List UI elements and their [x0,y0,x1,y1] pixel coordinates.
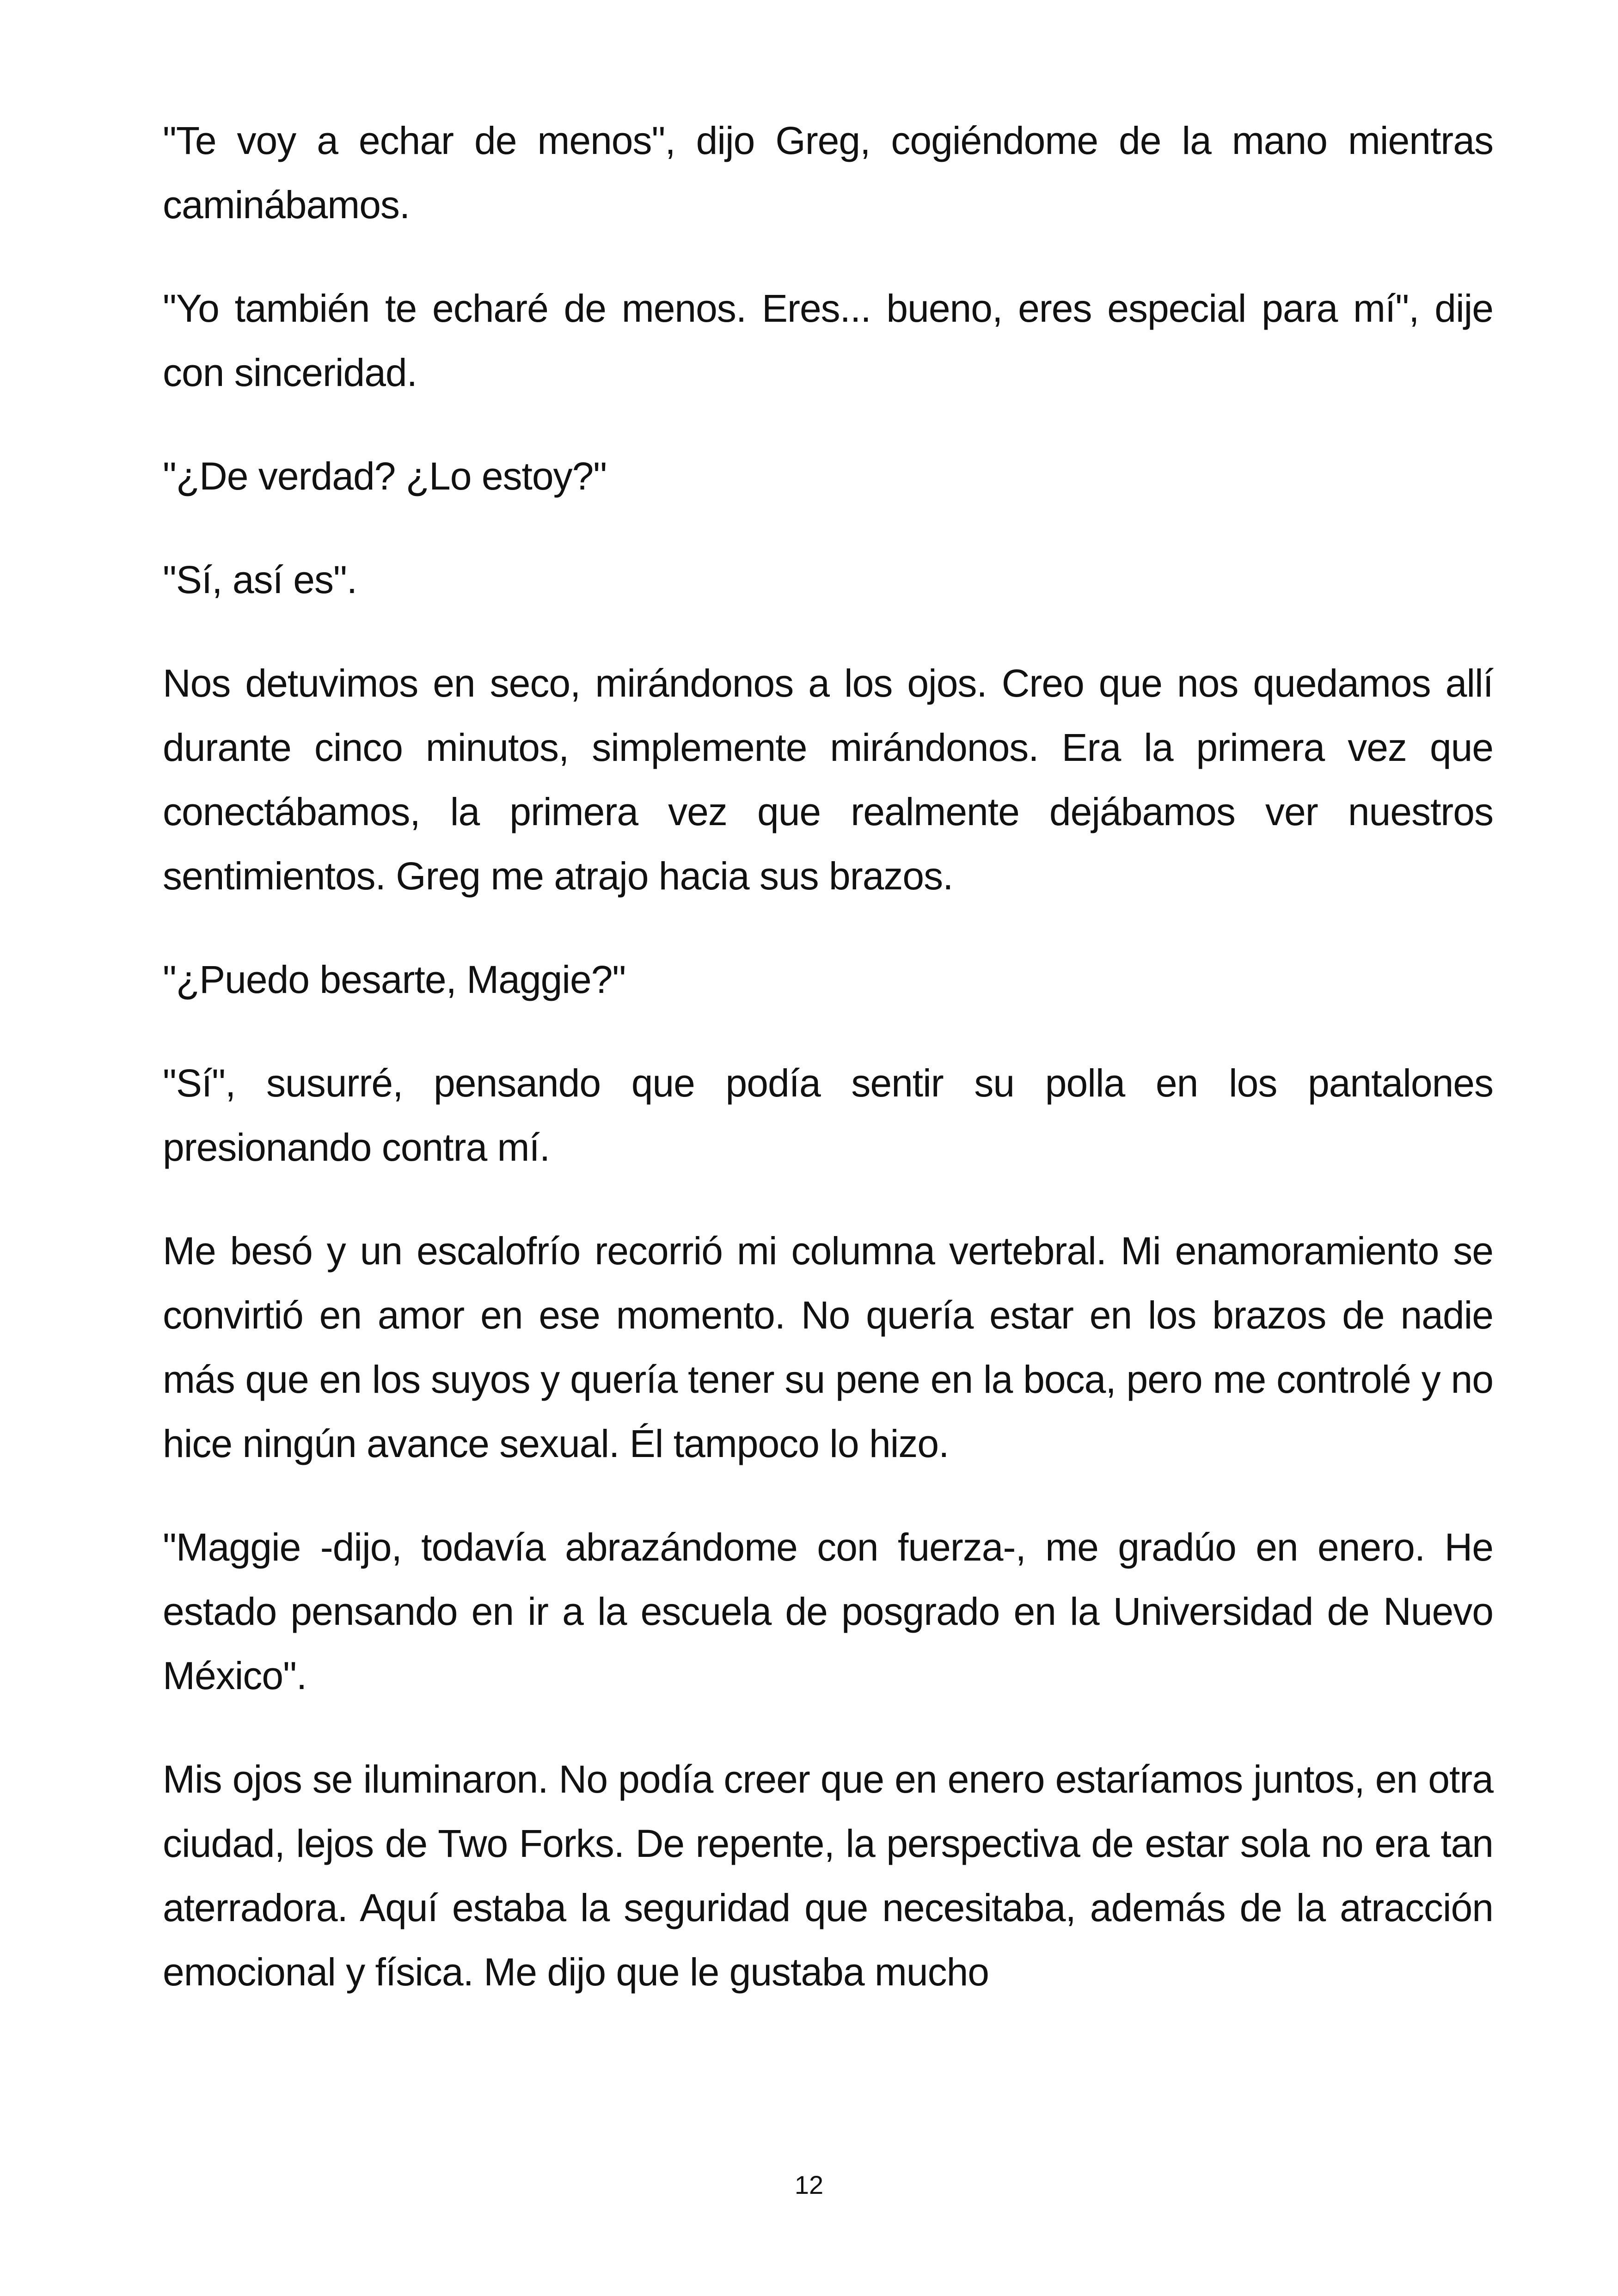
paragraph-1: "Te voy a echar de menos", dijo Greg, cogiéndome de la mano mientras caminábamos. [163,119,1493,227]
paragraph-5: Nos detuvimos en seco, mirándonos a los ojos. Creo que nos quedamos allí durante cinco minutos, simplemente mirándonos. Era la primera vez que conectábamos, la primera vez que realmente dejábamos ver nuestros sentimientos. Greg me atrajo hacia sus brazos. [163,661,1493,898]
paragraph-4: "Sí, así es". [163,558,357,601]
paragraph-9: "Maggie -dijo, todavía abrazándome con fuerza-, me gradúo en enero. He estado pensando en ir a la escuela de posgrado en la Universidad de Nuevo México". [163,1525,1493,1697]
paragraph-8: Me besó y un escalofrío recorrió mi columna vertebral. Mi enamoramiento se convirtió en amor en ese momento. No quería estar en los brazos de nadie más que en los suyos y quería tener su pene en la boca, pero me controlé y no hice ningún avance sexual. Él tampoco lo hizo. [163,1229,1493,1465]
paragraph-6: "¿Puedo besarte, Maggie?" [163,958,626,1001]
paragraph-7: "Sí", susurré, pensando que podía sentir su polla en los pantalones presionando contra mí. [163,1061,1493,1169]
paragraph-2: "Yo también te echaré de menos. Eres... bueno, eres especial para mí", dije con sinceridad. [163,287,1493,394]
body-text [163,109,1493,2044]
paragraph-10: Mis ojos se iluminaron. No podía creer que en enero estaríamos juntos, en otra ciudad, lejos de Two Forks. De repente, la perspectiva de estar sola no era tan aterradora. Aquí estaba la seguridad que necesitaba, además de la atracción emocional y física. Me dijo que le gustaba mucho [163,1757,1493,1994]
paragraph-3: "¿De verdad? ¿Lo estoy?" [163,454,607,498]
page-number: 12 [794,2170,824,2199]
